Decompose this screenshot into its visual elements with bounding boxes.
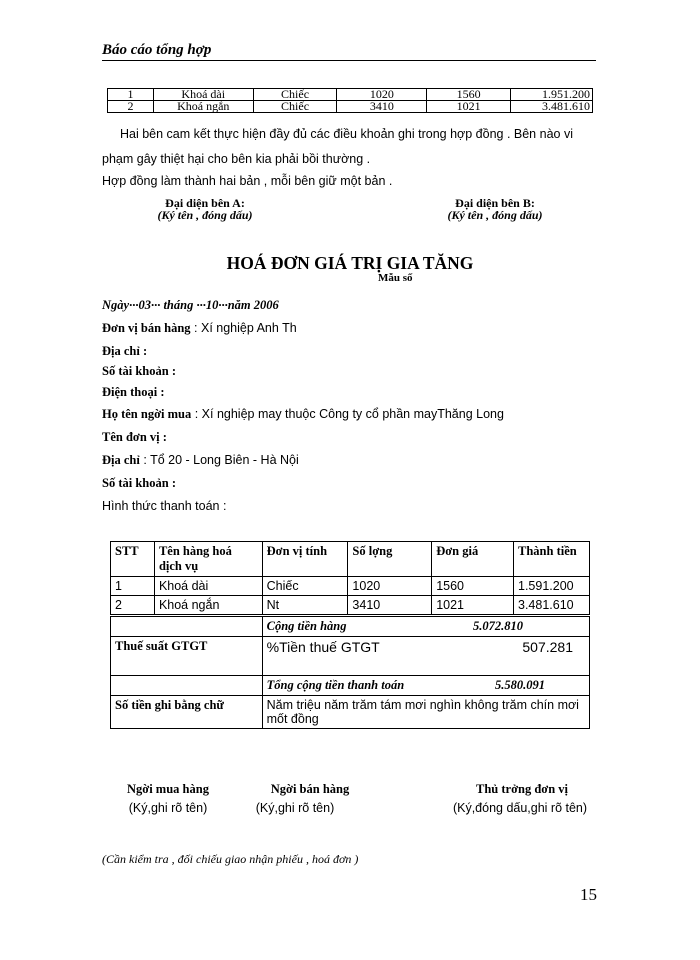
cell-unit: Chiếc [253,89,337,101]
sig-seller-sub: (Ký,ghi rõ tên) [255,801,335,815]
table-row [108,101,593,113]
contract-paragraph-1: Hai bên cam kết thực hiện đầy đủ các điều khoản ghi trong hợp đồng . Bên nào vi [120,127,573,141]
page-number: 15 [580,885,597,904]
header-item: Tên hàng hoá dịch vụ [154,542,262,577]
cell-price: 1560 [427,89,511,101]
header-qty: Số lợng [348,542,432,577]
rep-a-sub: (Ký tên , đóng dấu) [157,208,253,222]
seller-line [102,321,297,336]
cell-qty: 3410 [337,101,427,113]
vat-row [111,637,590,676]
footer-note: (Cần kiểm tra , đối chiếu giao nhận phiếu , hoá đơn ) [102,852,359,866]
seller-label: Đơn vị bán hàng [102,321,191,335]
contract-table [107,88,593,113]
cell-price: 1021 [432,596,514,616]
report-header-title: Báo cáo tổng hợp [102,42,212,58]
total-label: Tổng cộng tiền thanh toán [266,678,405,692]
cell-qty: 1020 [337,89,427,101]
subtotal-spacer [111,616,263,637]
total-cell [262,676,589,696]
header-stt: STT [111,542,155,577]
account-label: Số tài khoản : [102,364,176,378]
sig-head-sub: (Ký,đóng dấu,ghi rõ tên) [452,801,588,815]
buyer-label: Họ tên ngời mua [102,407,192,421]
cell-qty: 1020 [348,577,432,596]
subtotal-label: Cộng tiền hàng [266,619,347,633]
header-amount: Thành tiền [514,542,590,577]
invoice-table [110,541,590,729]
header-divider [102,60,596,61]
buyer-value: : Xí nghiệp may thuộc Công ty cổ phần mayThăng Long [194,407,504,421]
seller-value: : Xí nghiệp Anh Th [194,321,297,335]
invoice-date: Ngày···03··· tháng ···10···năm 2006 [102,298,279,312]
cell-unit: Chiếc [262,577,348,596]
vat-value: 507.281 [522,639,573,655]
contract-paragraph-2: phạm gây thiệt hại cho bên kia phải bồi thường . [102,152,371,166]
words-label: Số tiền ghi bằng chữ [111,696,263,729]
sig-head-title: Thủ trởng đơn vị [476,782,568,796]
unit-label: Tên đơn vị : [102,430,167,444]
address-label: Địa chỉ : [102,344,148,358]
cell-amount: 1.951.200 [511,89,593,101]
cell-qty: 3410 [348,596,432,616]
rep-a-title: Đại diện bên A: [165,196,245,210]
total-spacer [111,676,263,696]
cell-unit: Chiếc [253,101,337,113]
vat-cell [262,637,589,676]
header-unit: Đơn vị tính [262,542,348,577]
table-row [111,596,590,616]
subtotal-cell [262,616,589,637]
vat-label: Thuế suất GTGT [111,637,263,676]
contract-paragraph-3: Hợp đồng làm thành hai bản , mỗi bên giữ một bản . [102,174,393,188]
address2-line [102,453,299,468]
cell-price: 1560 [432,577,514,596]
address2-value: : Tổ 20 - Long Biên - Hà Nội [143,453,299,467]
cell-item: Khoá dài [154,577,262,596]
payment-label: Hình thức thanh toán : [102,499,227,513]
rep-b-title: Đại diện bên B: [455,196,535,210]
total-value: 5.580.091 [495,678,545,692]
sig-buyer-sub: (Ký,ghi rõ tên) [128,801,208,815]
buyer-line [102,407,504,422]
vat-row-label: %Tiền thuế GTGT [266,639,380,655]
cell-price: 1021 [427,101,511,113]
total-row [111,676,590,696]
cell-item: Khoá ngắn [153,101,253,113]
phone-label: Điện thoại : [102,385,165,399]
header-price: Đơn giá [432,542,514,577]
cell-unit: Nt [262,596,348,616]
invoice-title: HOÁ ĐƠN GIÁ TRỊ GIA TĂNG [226,253,474,273]
table-row [111,577,590,596]
invoice-form-number: Mẫu số [378,272,413,284]
cell-amount: 3.481.610 [514,596,590,616]
cell-amount: 3.481.610 [511,101,593,113]
cell-stt: 2 [111,596,155,616]
account2-label: Số tài khoản : [102,476,176,490]
cell-stt: 1 [111,577,155,596]
cell-stt: 2 [108,101,154,113]
cell-amount: 1.591.200 [514,577,590,596]
cell-stt: 1 [108,89,154,101]
subtotal-row [111,616,590,637]
words-value: Năm triệu năm trăm tám mơi nghìn không trăm chín mơi mốt đồng [262,696,589,729]
cell-item: Khoá dài [153,89,253,101]
sig-buyer-title: Ngời mua hàng [127,782,209,796]
cell-item: Khoá ngắn [154,596,262,616]
table-header-row [111,542,590,577]
subtotal-value: 5.072.810 [473,619,523,633]
rep-b-sub: (Ký tên , đóng dấu) [447,208,543,222]
address2-label: Địa chỉ [102,453,140,467]
sig-seller-title: Ngời bán hàng [270,782,350,796]
words-row [111,696,590,729]
